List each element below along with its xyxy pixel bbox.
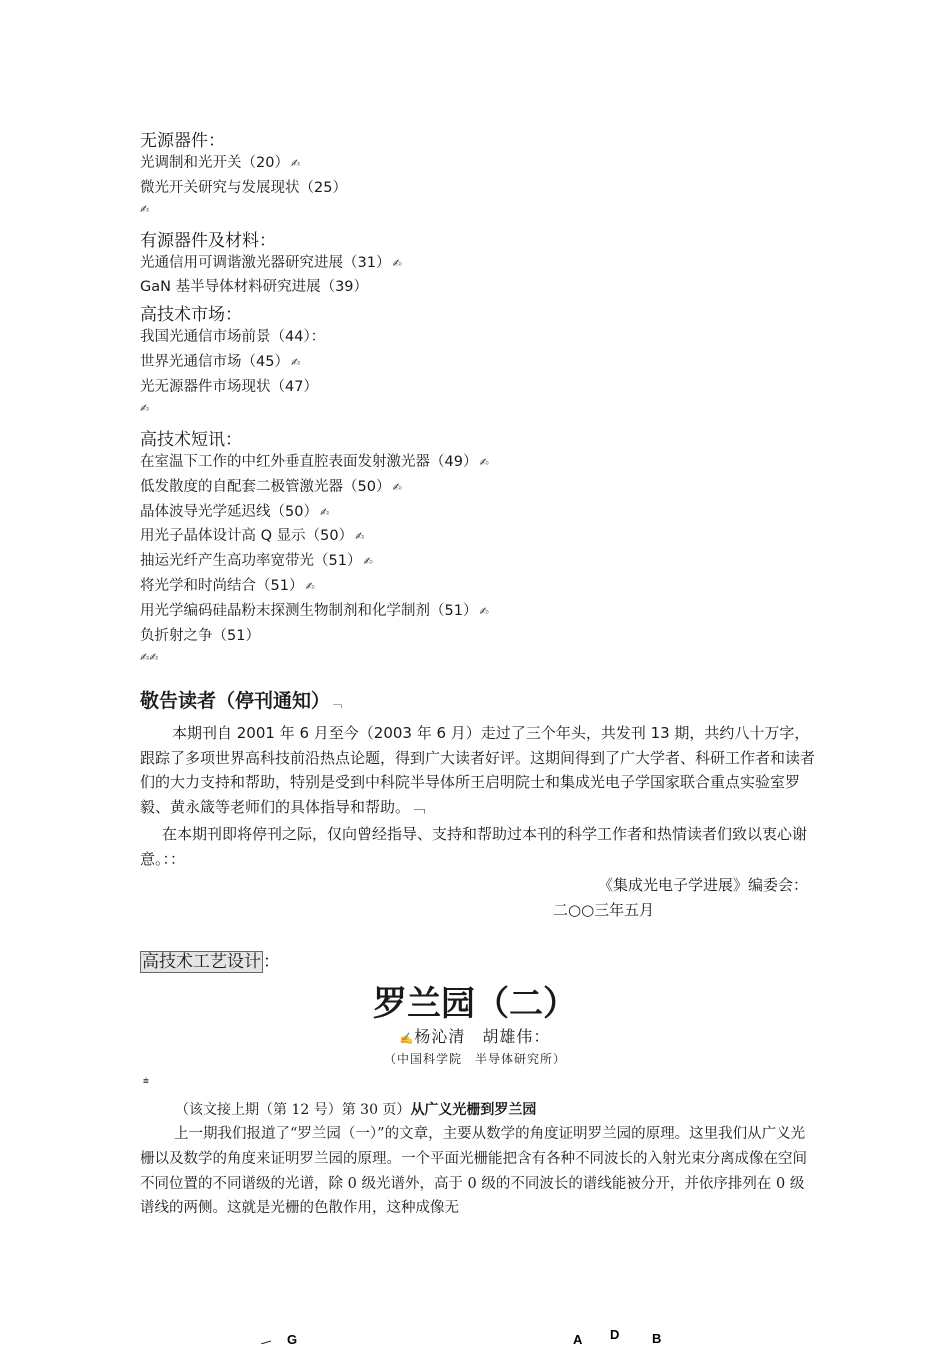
toc-item [140,275,368,296]
toc-section-heading: 无源器件： [140,131,225,151]
toc-marker-line [140,400,149,416]
notice-paragraph-1: 本期刊自 2001 年 6 月至今（2003 年 6 月）走过了三个年头，共发刊 13 期，共约八十万字，跟踪了多项世界高科技前沿热点论题，得到广大读者好评。这期间得到了广大学者、科研工作者和读者们的大力支持和帮助，特别是受到中科院半导体所王启明院士和集成光电子学国家联合重点实验室罗毅、黄永箴等老师们的具体指导和帮助。﹁ [140,724,816,816]
section-label-box: 高技术工艺设计 [142,952,261,972]
toc-item [140,350,300,371]
quill-pen-icon: ✍ [363,555,373,569]
figure-partial [0,1320,950,1344]
notice-title-mark: ﹁ [330,696,343,710]
toc-section-heading: 高技术短讯： [140,429,242,450]
continued-note: （该文接上期（第 12 号）第 30 页） [175,1102,411,1118]
toc-item-text: 用光子晶体设计高 Q 显示（50） [140,528,354,545]
toc-marker-line [140,649,158,665]
toc-item-text: 抽运光纤产生高功率宽带光（51） [140,553,362,570]
quill-pen-icon: ✍ [479,605,489,619]
toc-item [140,251,402,272]
article-continued-line [175,1099,536,1119]
toc-item-text: 世界光通信市场（45） [140,354,289,371]
notice-title [140,686,342,713]
toc-item [140,524,364,545]
toc-item-text: 负折射之争（51） [140,628,260,644]
quill-pen-icon: ✍ [392,256,402,270]
quill-pen-icon: ✍ [319,505,330,519]
notice-title-text: 敬告读者（停刊通知） [140,690,331,712]
article-affiliation: （中国科学院 半导体研究所） [383,1052,566,1066]
toc-item-text: 晶体波导光学延迟线（50） [140,503,318,520]
article-body: 上一期我们报道了“罗兰园（一）”的文章，主要从数学的角度证明罗兰园的原理。这里我们从广义光栅以及数学的角度来证明罗兰园的原理。一个平面光栅能把含有各种不同波长的入射光束分离成像在空间不同位置的不同谱级的光谱，除 0 级光谱外，高于 0 级的不同波长的谱线能被分开，并依序排列在 0 级谱线的两侧。这就是光栅的色散作用，这种成像无 [140,1126,807,1217]
notice-date: 二○○三年五月 [553,901,655,919]
quill-pen-icon: ✍ [290,156,301,170]
figure-label-d: D [610,1327,620,1342]
quill-pen-icon: ✍ [392,480,402,494]
toc-item [140,325,325,346]
quill-pen-icon: ✍✍ [140,650,159,664]
toc-item-text: 微光开关研究与发展现状（25） [140,179,347,196]
toc-item [140,574,315,595]
authors-text: 杨沁清 胡雄伟： [414,1027,551,1046]
quill-pen-icon: ✍ [305,580,315,594]
toc-item-text: 低发散度的自配套二极管激光器（50） [140,478,391,495]
quill-pen-icon: ✍ [290,356,301,370]
toc-item [140,599,489,620]
toc-item-text: 我国光通信市场前景（44）： [140,329,326,346]
toc-item-text: 光通信用可调谐激光器研究进展（31） [140,254,391,271]
article-authors [0,1024,950,1047]
toc-item-text: 将光学和时尚结合（51） [140,578,304,595]
toc-item-text: GaN 基半导体材料研究进展（39） [140,279,369,296]
toc-section-heading: 有源器件及材料： [140,230,276,251]
toc-item [140,500,329,521]
toc-item [140,450,489,471]
toc-item-text: 光调制和光开关（20） [140,154,289,171]
toc-item-text: 用光学编码硅晶粉末探测生物制剂和化学制剂（51） [140,603,478,620]
article-title: 罗兰园（二） [373,984,577,1024]
toc-item [140,176,347,197]
quill-pen-icon: ✍ [479,455,489,469]
toc-item [140,375,318,396]
article-subheading: 从广义光栅到罗兰园 [410,1102,537,1118]
toc-section-heading: 高技术市场： [140,305,242,326]
toc-item [140,624,260,645]
toc-item-text: 在室温下工作的中红外垂直腔表面发射激光器（49） [140,453,478,470]
quill-pen-icon: ✍ [355,530,365,544]
stray-mark: ⩧ [143,1076,149,1087]
toc-marker-line [140,201,149,217]
figure-label-g: G [287,1332,298,1344]
toc-item [140,549,373,570]
quill-pen-icon: ✍ [140,401,150,415]
section-label-colon: ： [263,952,280,972]
figure-label-a: A [573,1332,583,1344]
quill-pen-icon: ✍ [399,1032,415,1045]
notice-paragraph-2: 在本期刊即将停刊之际，仅向曾经指导、支持和帮助过本刊的科学工作者和热情读者们致以衷心谢意。：： [140,825,808,868]
toc-item [140,475,402,496]
notice-signature: 《集成光电子学进展》编委会： [597,876,808,894]
figure-svg [0,1320,950,1344]
figure-label-b: B [652,1331,662,1344]
article-section-label [140,947,280,972]
quill-pen-icon: ✍ [140,202,150,216]
toc-item [140,151,300,172]
toc-item-text: 光无源器件市场现状（47） [140,379,318,395]
